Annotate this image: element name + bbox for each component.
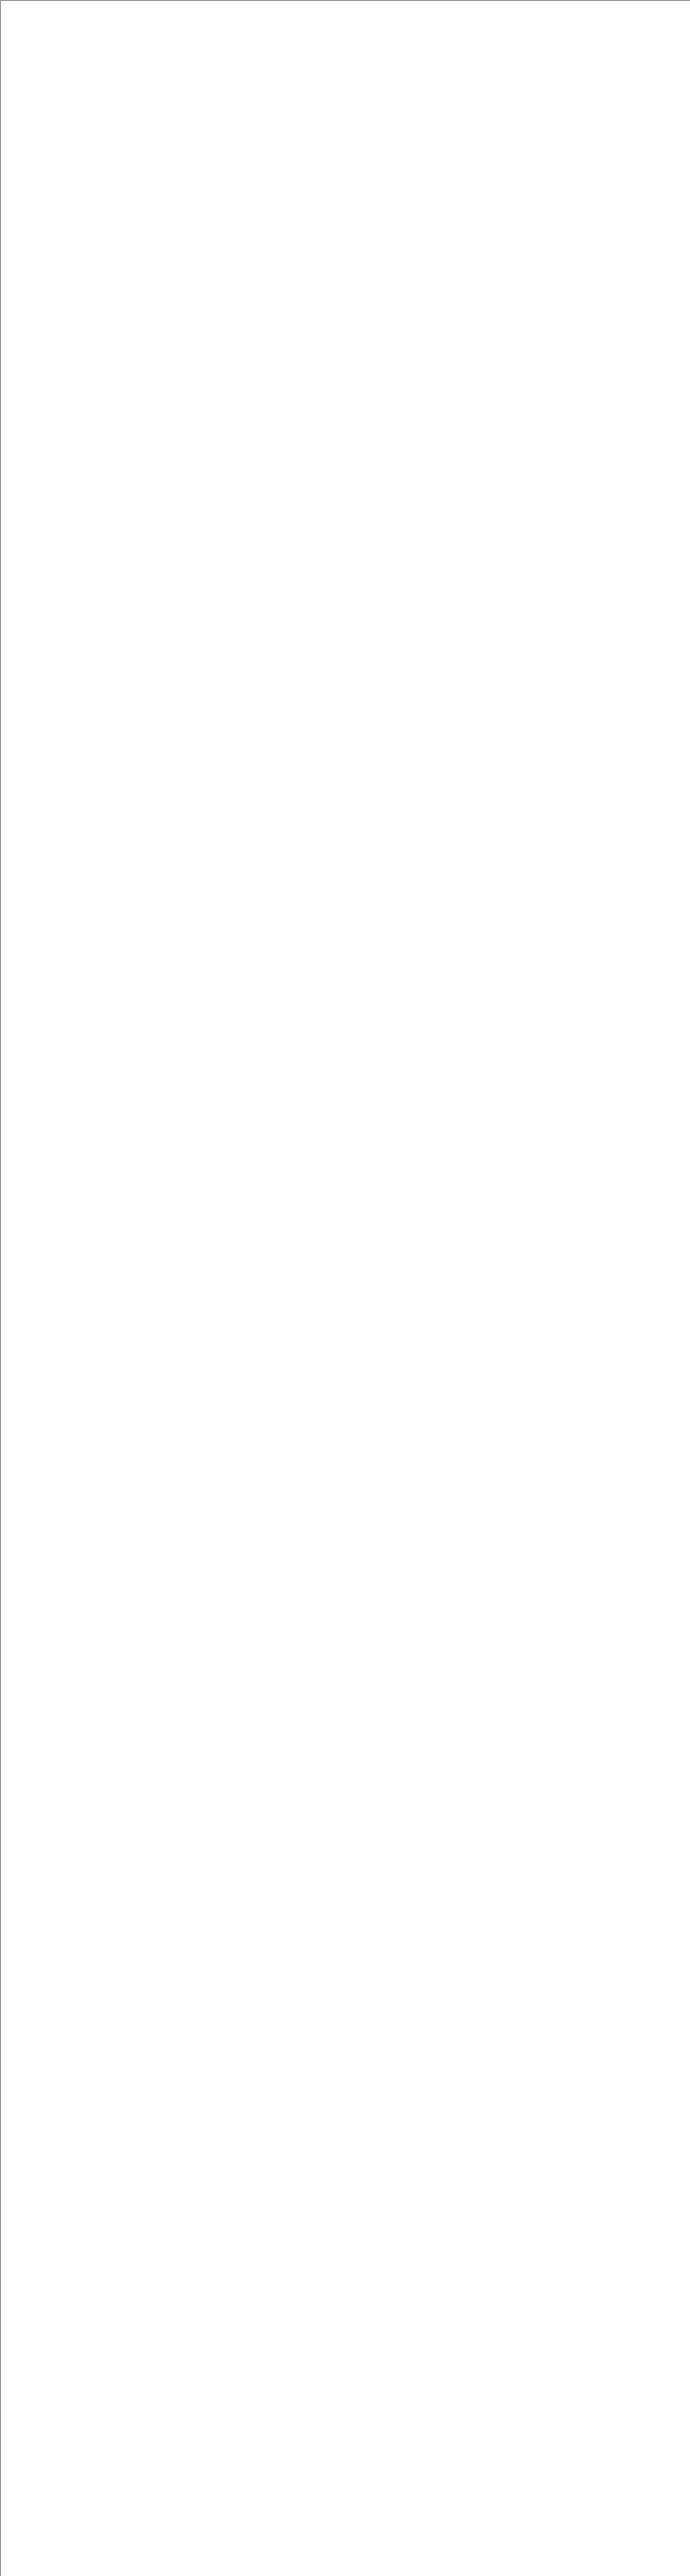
placeholder-note	[1, 1, 690, 15]
